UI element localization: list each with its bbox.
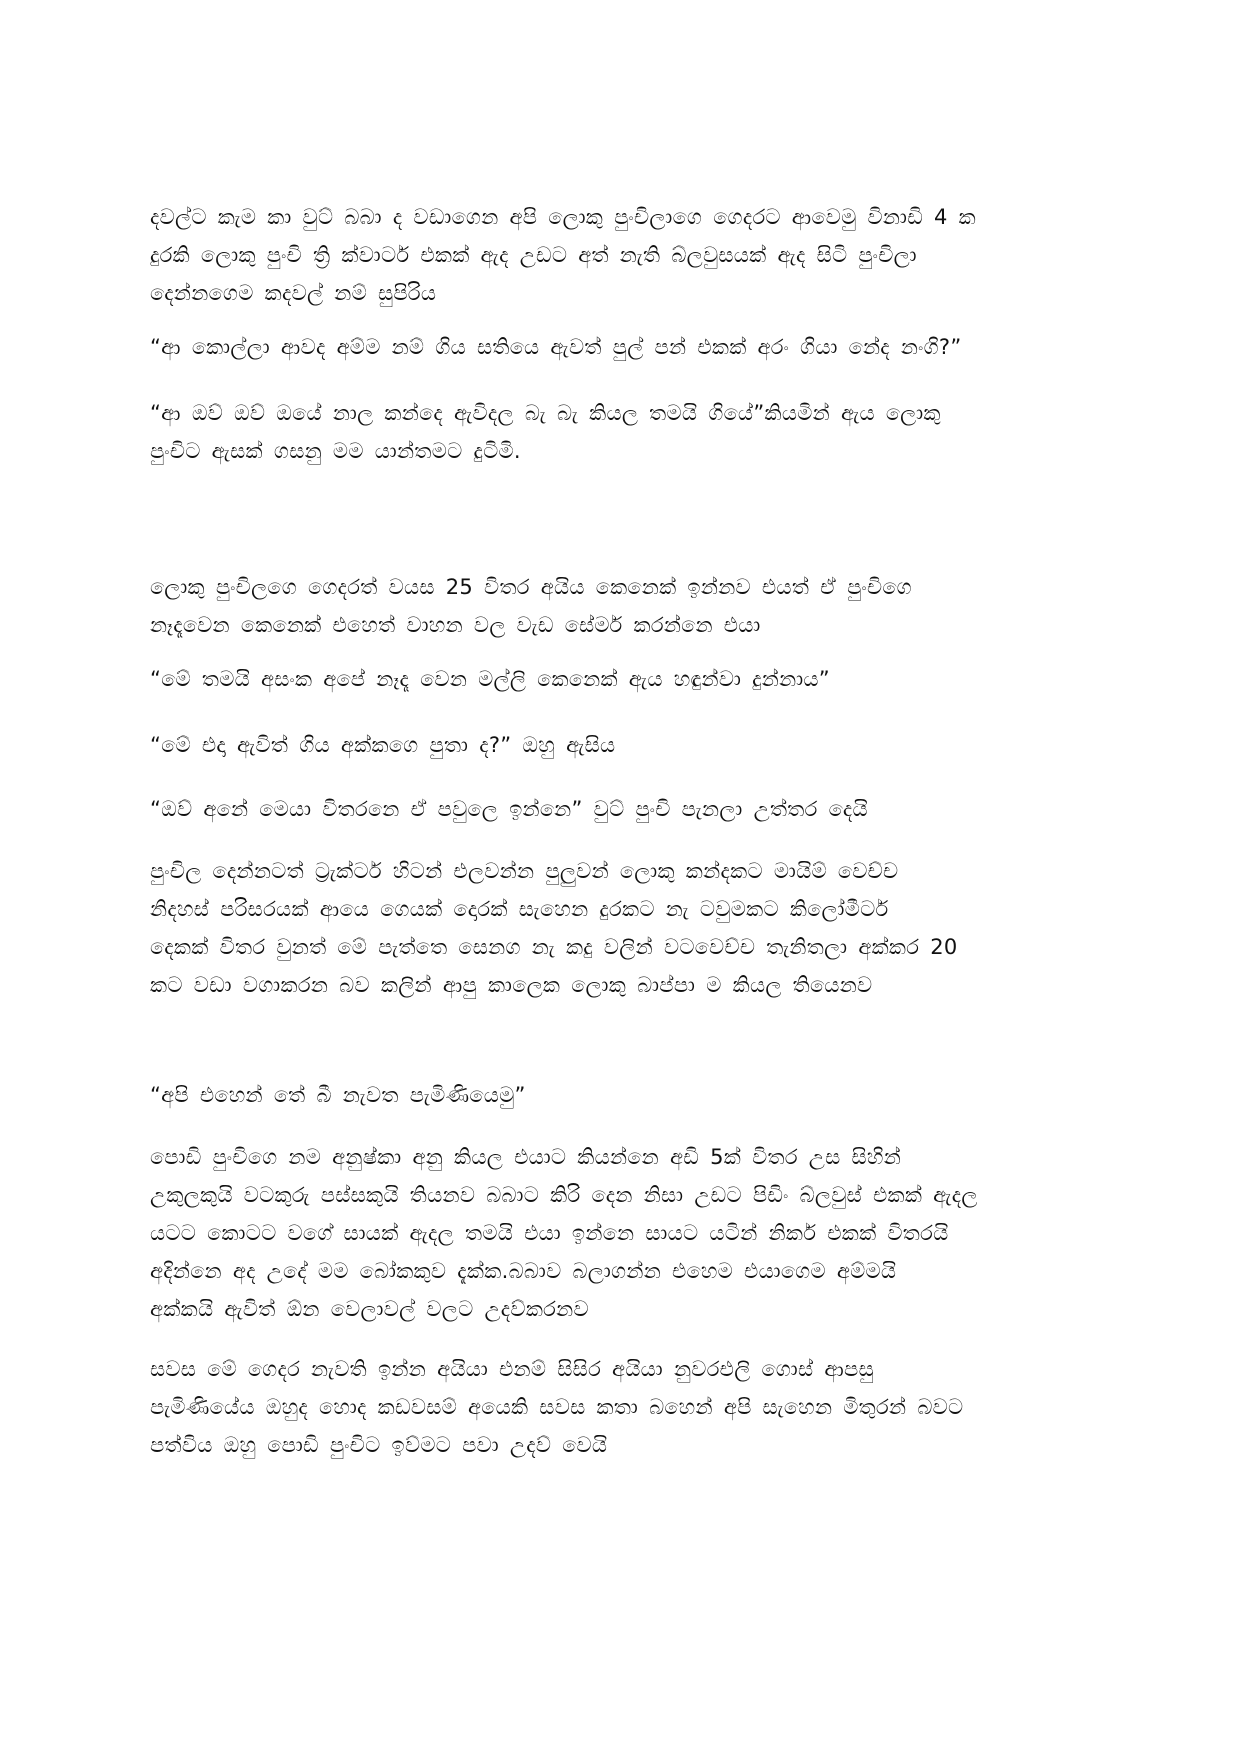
text-line: දෙන්නගෙම කදවල් නම් සුපිරිය xyxy=(150,281,437,305)
text-line: “අපි එහෙන් තේ බී නැවත පැමිණියෙමු” xyxy=(150,1083,526,1107)
text-line: පොඩි පුංචිගෙ නම අනුෂ්කා අනු කියල එයාට කියන්නෙ අඩි 5ක් විතර උස සිහින් xyxy=(150,1145,902,1169)
paragraph-8 xyxy=(150,852,1090,1004)
text-line: දුරකි ලොකු පුංචි ත්‍රි ක්වාටර් එකක් ඇද උඩට අත් නැති බ්ලවුසයක් ඇද සිටි පුංචිලා xyxy=(150,243,917,267)
paragraph-5 xyxy=(150,660,1090,698)
text-line: පත්විය ඔහු පොඩි පුංචිට ඉව්මට පවා උදව් වෙයි xyxy=(150,1433,608,1457)
paragraph-2 xyxy=(150,328,1090,366)
text-line: නෑදෑවෙන කෙනෙක් එහෙත් වාහන වල වැඩ සේර්ම කරන්නෙ එයා xyxy=(150,613,761,637)
paragraph-6 xyxy=(150,726,1090,764)
text-line: සවස මේ ගෙදර නැවති ඉන්න අයියා එනම් සිසිර අයියා නුවරඑලි ගොස් ආපසු xyxy=(150,1357,874,1381)
text-line: දෙකක් විතර වුනත් මේ පැත්තෙ සෙනග නැ කදු වලින් වටවෙච්ච තැනිතලා අක්කර 20 xyxy=(150,935,958,959)
paragraph-10 xyxy=(150,1138,1090,1328)
text-line: උකුලකුයි වටකුරු පස්සකුයි තියනව බබාට කිරි දෙන නිසා උඩට පිඩිං බ්ලවුස් එකක් ඇදල xyxy=(150,1183,978,1207)
paragraph-7 xyxy=(150,790,1090,828)
text-line: යටට කොටට වගේ සායක් ඇදල තමයි එයා ඉන්නෙ සායට යටින් නිකර් එකක් විතරයි xyxy=(150,1221,949,1245)
text-line: “ආ ඔව් ඔව් ඔයේ නාල කන්දෙ ඇවිදල බැ බැ කියල තමයි ගියේ”කියමින් ඇය ලොකු xyxy=(150,401,941,425)
paragraph-3 xyxy=(150,394,1090,470)
text-line: අක්කයි ඇවිත් ඕන වෙලාවල් වලට උදව්කරනව xyxy=(150,1297,589,1321)
paragraph-11 xyxy=(150,1350,1090,1464)
text-line: “ඔව් අනේ මෙයා විතරනෙ ඒ පවුලෙ ඉන්නෙ” වුට් පුංචි පැනලා උත්තර දෙයි xyxy=(150,797,868,821)
text-line: කට වඩා වගාකරන බව කලින් ආපු කාලෙක ලොකු බාප්පා ම කියල තියෙනව xyxy=(150,973,873,997)
text-line: දවල්ට කැම කා වුට් බබා ද වඩාගෙන අපි ලොකු පුංචිලාගෙ ගෙදරට ආවෙමු විනාඩි 4 ක xyxy=(150,205,977,229)
text-line: පුංචිල දෙන්නටත් ට්‍රැක්ටර් හිටන් එලවන්න පුලුවන් ලොකු කන්දකට මායිම් වෙච්ච xyxy=(150,859,899,883)
text-line: “ආ කොල්ලා ආවද අම්ම නම් ගිය සතියෙ ඇවත් පුල් පන් එකක් අරං ගියා නේද නංගි?” xyxy=(150,335,962,359)
text-line: ලොකු පුංචිලගෙ ගෙදරත් වයස 25 විතර අයිය කෙනෙක් ඉන්නව එයත් ඒ පුංචිගෙ xyxy=(150,575,912,599)
text-line: පුංචිට ඇසක් ගසනු මම යාන්තමට දුටිමි. xyxy=(150,439,521,463)
text-line: අදින්නෙ අද උදේ මම බෝකකුව දැක්ක.බබාව බලාගන්න එහෙම එයාගෙම අම්මයි xyxy=(150,1259,897,1283)
paragraph-4 xyxy=(150,568,1090,644)
text-line: “මේ එදා ඇවිත් ගිය අක්කගෙ පුතා ද?” ඔහු ඇසිය xyxy=(150,733,616,757)
text-line: නිදහස් පරිසරයක් ආයෙ ගෙයක් දොරක් සැහෙන දුරකට නැ ටවුමකට කිලෝමීටර් xyxy=(150,897,889,921)
text-line: “මේ තමයි අසංක අපේ නෑදෑ වෙන මල්ලි කෙනෙක් ඇය හඳුන්වා දුන්නාය” xyxy=(150,667,830,691)
paragraph-1 xyxy=(150,198,1090,312)
text-line: පැමිණියේය ඔහුද හොද කඩවසම් අයෙකි සවස කතා බහෙන් අපි සැහෙන මිතුරන් බවට xyxy=(150,1395,964,1419)
paragraph-9 xyxy=(150,1076,1090,1114)
